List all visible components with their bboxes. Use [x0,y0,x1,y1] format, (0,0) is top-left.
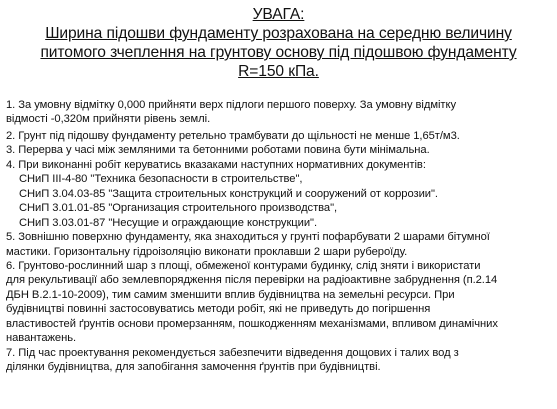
notice-line-1: Ширина підошви фундаменту розрахована на середню величину [45,25,512,42]
note-7-line-2: ділянки будівництва, для запобігання замочення ґрунтів при будівництві. [6,361,381,374]
notice-line-3: R=150 кПа. [238,63,319,80]
note-5-line-1: 5. Зовнішню поверхню фундаменту, яка знаходиться у грунті пофарбувати 2 шарами бітумної [6,231,490,244]
norm-doc-2: СНиП 3.04.03-85 "Защита строительных конструкций и сооружений от коррозии". [19,187,438,200]
note-3: 3. Перерва у часі між земляними та бетонними роботами повина бути мінімальна. [6,144,430,157]
note-5-line-2: мастики. Горизонтальну гідроізоляцію виконати проклавши 2 шари рубероїду. [6,245,408,258]
note-6-line-3: ДБН В.2.1-10-2009), тим самим зменшити вплив будівництва на земельні ресурси. При [6,288,455,301]
note-6-line-5: властивостей ґрунтів основи промерзанням, пошкодженням механізмами, впливом динамічних [6,317,498,330]
note-4: 4. При виконанні робіт керуватись вказаками наступних нормативних документів: [6,158,426,171]
note-6-line-4: будівництві повинні застосовуватись методи робіт, які не приведуть до погіршення [6,303,431,316]
notice-line-2: питомого зчеплення на грунтову основу під підошвою фундаменту [40,44,517,61]
note-7-line-1: 7. Під час проектування рекомендується забезпечити відведення дощових і талих вод з [6,346,459,359]
note-2: 2. Грунт під підошву фундаменту ретельно трамбувати до щільності не менше 1,65т/м3. [6,129,460,142]
note-6-line-1: 6. Грунтово-рослинний шар з площі, обмеженої контурами будинку, слід зняти і використати [6,259,481,272]
note-6-line-2: для рекультивації або землевпорядження після перевірки на радіоактивне забруднення (п.2.14 [6,274,498,287]
norm-doc-3: СНиП 3.01.01-85 "Организация строительного производства", [19,202,338,215]
notice-title: УВАГА: [252,6,305,23]
notes-list [6,98,554,375]
note-6-line-6: навантажень. [6,332,77,345]
norm-doc-4: СНиП 3.03.01-87 "Несущие и ограждающие конструкции". [19,216,318,229]
note-1-line-2: відмості -0,320м прийняти рівень землі. [6,113,211,126]
note-1-line-1: 1. За умовну відмітку 0,000 прийняти верх підлоги першого поверху. За умовну відмітку [6,99,457,111]
norm-doc-1: СНиП III-4-80 "Техника безопасности в строительстве", [19,173,303,186]
